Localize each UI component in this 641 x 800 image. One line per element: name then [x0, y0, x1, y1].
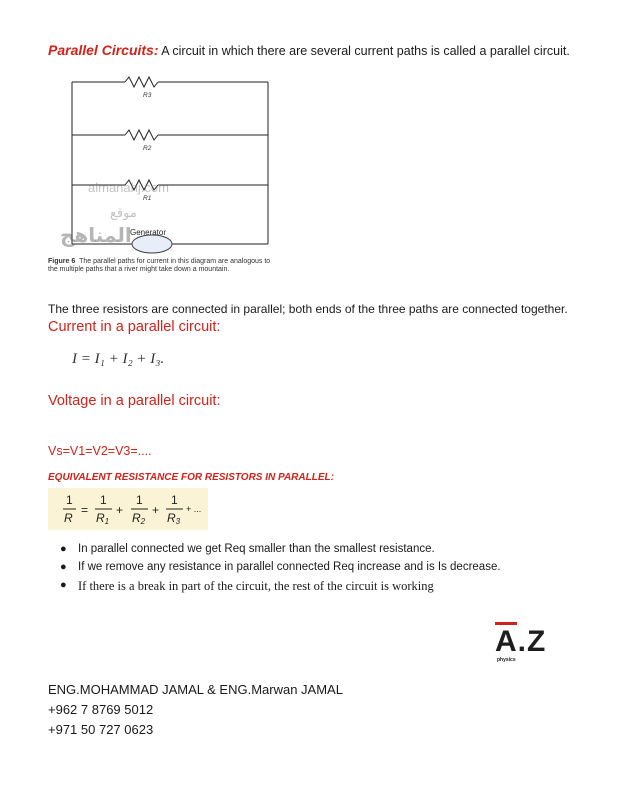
formula-lhs-r: R [64, 511, 73, 525]
voltage-formula: Vs=V1=V2=V3=.... [48, 444, 152, 458]
formula-num-1: 1 [66, 493, 73, 507]
heading-term: Parallel Circuits: [48, 42, 159, 58]
voltage-heading: Voltage in a parallel circuit: [48, 393, 221, 409]
watermark-latin: almanahj.com [88, 180, 169, 195]
formula-num-2: 1 [100, 493, 107, 507]
formula-r1: R1 [96, 511, 110, 526]
parallel-description: The three resistors are connected in parallel; both ends of the three paths are connected together. [48, 302, 568, 316]
content-block [48, 301, 568, 409]
figure-caption [48, 258, 273, 274]
bullet-item [60, 579, 580, 597]
authors-line: ENG.MOHAMMAD JAMAL & ENG.Marwan JAMAL [48, 682, 343, 697]
az-physics-logo [495, 622, 546, 663]
formula-r3: R3 [167, 511, 181, 526]
bullet-text: If there is a break in part of the circuit, the rest of the circuit is working [78, 579, 434, 593]
watermark-arabic-1: موقع [110, 206, 137, 221]
formula-tail: + ... [186, 504, 202, 514]
logo-sub-text: physics [497, 657, 516, 663]
resistor-label-r2: R2 [143, 145, 152, 152]
contact-block [48, 680, 343, 740]
formula-r2: R2 [132, 511, 146, 526]
resistance-formula [48, 488, 208, 530]
bullet-dot: ● [60, 579, 67, 591]
heading-definition: A circuit in which there are several current paths is called a parallel circuit. [158, 44, 570, 58]
figure-label: Figure 6 [48, 258, 76, 265]
resistance-heading: EQUIVALENT RESISTANCE FOR RESISTORS IN PARALLEL: [48, 472, 334, 483]
formula-num-4: 1 [171, 493, 178, 507]
current-heading: Current in a parallel circuit: [48, 319, 221, 335]
formula-plus-1: + [116, 503, 124, 517]
bullet-item [60, 561, 580, 579]
generator-label: Generator [130, 228, 167, 237]
formula-num-3: 1 [136, 493, 143, 507]
formula-plus-2: + [152, 503, 160, 517]
formula-equals: = [81, 503, 89, 517]
bullet-list [60, 543, 580, 597]
bullet-item [60, 543, 580, 561]
logo-main-text: A.Z [495, 625, 547, 658]
parallel-circuit-diagram [50, 72, 290, 257]
bullet-dot: ● [60, 543, 67, 555]
bullet-text: If we remove any resistance in parallel connected Req increase and is Is decrease. [78, 561, 501, 573]
resistance-formula-box [48, 488, 208, 530]
phone-uae: +971 50 727 0623 [48, 722, 154, 737]
resistor-label-r3: R3 [143, 92, 152, 99]
heading-line [48, 42, 570, 58]
resistor-label-r1: R1 [143, 195, 152, 202]
phone-jordan: +962 7 8769 5012 [48, 702, 154, 717]
watermark-arabic-2: المناهج [60, 223, 132, 247]
current-formula: I = I₁ + I₂ + I₃. [72, 351, 165, 367]
bullet-text: In parallel connected we get Req smaller than the smallest resistance. [78, 543, 435, 555]
figure-caption-text: The parallel paths for current in this diagram are analogous to the multiple paths that a river might take down a mountain. [48, 258, 271, 273]
bullet-dot: ● [60, 561, 67, 573]
